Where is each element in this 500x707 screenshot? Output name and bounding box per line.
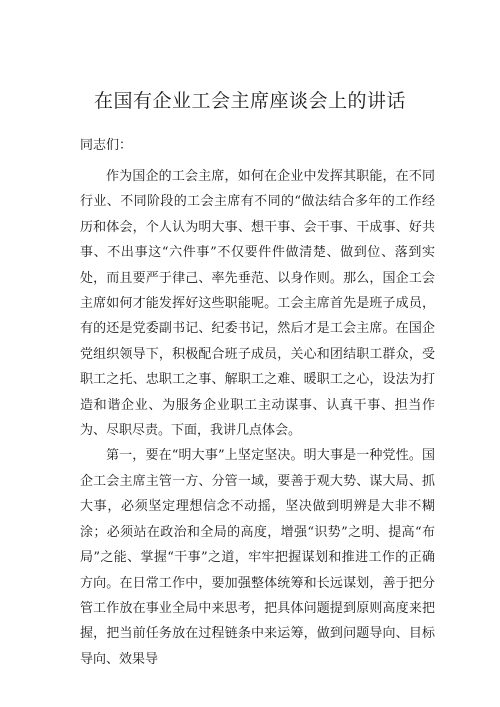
paragraph-first-point: 第一，要在“明大事”上坚定坚决。明大事是一种党性。国企工会主席主管一方、分管一域，要善于观大势、谋大局、抓大事，必须坚定理想信念不动摇，坚决做到明辨是大非不糊涂；必须站在政治和全局的高度，增强“识势”之明、提高“布局”之能、掌握“干事”之道，牢牢把握谋划和推进工作的正确方向。在日常工作中，要加强整体统筹和长远谋划，善于把分管工作放在事业全局中来思考，把具体问题提到原则高度来把握，把当前任务放在过程链条中来运筹，做到问题导向、目标导向、效果导	[80, 448, 435, 667]
document-title: 在国有企业工会主席座谈会上的讲话	[93, 90, 406, 112]
salutation: 同志们：	[80, 138, 133, 153]
document-body	[80, 164, 435, 672]
paragraph-intro: 作为国企的工会主席，如何在企业中发挥其职能，在不同行业、不同阶段的工会主席有不同的“做法结合多年的工作经历和体会，个人认为明大事、想干事、会干事、干成事、好共事、不出事这“六件事”不仅要件件做清楚、做到位、落到实处，而且要严于律己、率先垂范、以身作则。那么，国企工会主席如何才能发挥好这些职能呢。工会主席首先是班子成员，有的还是党委副书记、纪委书记，然后才是工会主席。在国企党组织领导下，积极配合班子成员，关心和团结职工群众，受职工之托、忠职工之事、解职工之难、暖职工之心，设法为打造和谐企业、为服务企业职工主动谋事、认真干事、担当作为、尽职尽责。下面，我讲几点体会。	[80, 169, 435, 439]
